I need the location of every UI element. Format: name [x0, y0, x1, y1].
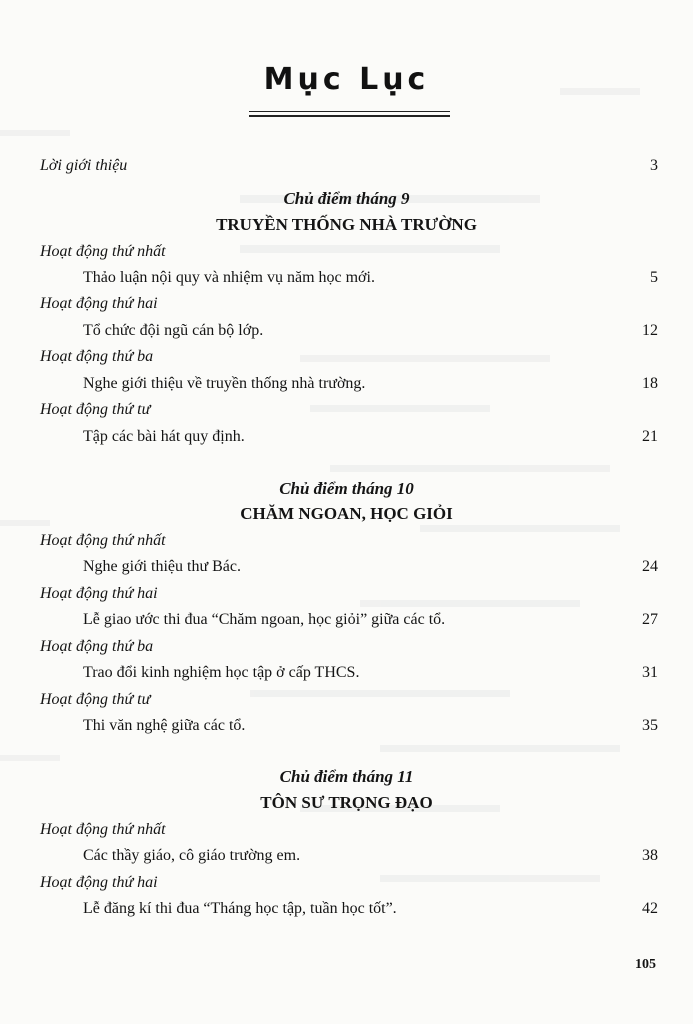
toc-entry[interactable]: Thảo luận nội quy và nhiệm vụ năm học mới.: [83, 269, 375, 286]
activity-label: Hoạt động thứ tư: [40, 401, 151, 418]
toc-entry-page: 21: [642, 428, 658, 445]
activity-label: Hoạt động thứ nhất: [40, 821, 166, 838]
toc-entry[interactable]: Tập các bài hát quy định.: [83, 428, 245, 445]
toc-intro-page: 3: [650, 157, 658, 174]
toc-entry-page: 35: [642, 717, 658, 734]
toc-entry[interactable]: Nghe giới thiệu về truyền thống nhà trường.: [83, 375, 366, 392]
activity-label: Hoạt động thứ ba: [40, 348, 154, 365]
title-underline-thick: [249, 115, 450, 117]
toc-entry[interactable]: Các thầy giáo, cô giáo trường em.: [83, 847, 301, 864]
activity-label: Hoạt động thứ nhất: [40, 243, 166, 260]
month-heading: Chủ điểm tháng 11: [279, 767, 414, 786]
toc-entry-page: 24: [642, 558, 658, 575]
activity-label: Hoạt động thứ hai: [40, 295, 158, 312]
toc-entry[interactable]: Thi văn nghệ giữa các tổ.: [83, 717, 246, 734]
toc-entry[interactable]: Lễ giao ước thi đua “Chăm ngoan, học giỏi” giữa các tổ.: [83, 611, 446, 628]
title-underline-thin: [249, 111, 450, 112]
toc-intro-label[interactable]: Lời giới thiệu: [40, 157, 128, 174]
page-title: Mục Lục: [263, 62, 430, 97]
month-heading: Chủ điểm tháng 10: [279, 479, 414, 498]
month-theme: TÔN SƯ TRỌNG ĐẠO: [260, 793, 433, 812]
toc-entry-page: 42: [642, 900, 658, 917]
activity-label: Hoạt động thứ tư: [40, 691, 151, 708]
activity-label: Hoạt động thứ hai: [40, 585, 158, 602]
toc-entry-page: 5: [650, 269, 658, 286]
month-theme: CHĂM NGOAN, HỌC GIỎI: [240, 504, 453, 523]
activity-label: Hoạt động thứ ba: [40, 638, 154, 655]
toc-entry-page: 27: [642, 611, 658, 628]
activity-label: Hoạt động thứ hai: [40, 874, 158, 891]
toc-entry-page: 38: [642, 847, 658, 864]
month-theme: TRUYỀN THỐNG NHÀ TRƯỜNG: [216, 215, 477, 234]
toc-entry[interactable]: Trao đổi kinh nghiệm học tập ở cấp THCS.: [83, 664, 360, 681]
toc-entry[interactable]: Nghe giới thiệu thư Bác.: [83, 558, 241, 575]
toc-entry[interactable]: Lễ đăng kí thi đua “Tháng học tập, tuần học tốt”.: [83, 900, 397, 917]
toc-entry[interactable]: Tổ chức đội ngũ cán bộ lớp.: [83, 322, 264, 339]
activity-label: Hoạt động thứ nhất: [40, 532, 166, 549]
page-number: 105: [635, 957, 656, 972]
month-heading: Chủ điểm tháng 9: [283, 189, 410, 208]
toc-entry-page: 31: [642, 664, 658, 681]
toc-entry-page: 18: [642, 375, 658, 392]
toc-entry-page: 12: [642, 322, 658, 339]
